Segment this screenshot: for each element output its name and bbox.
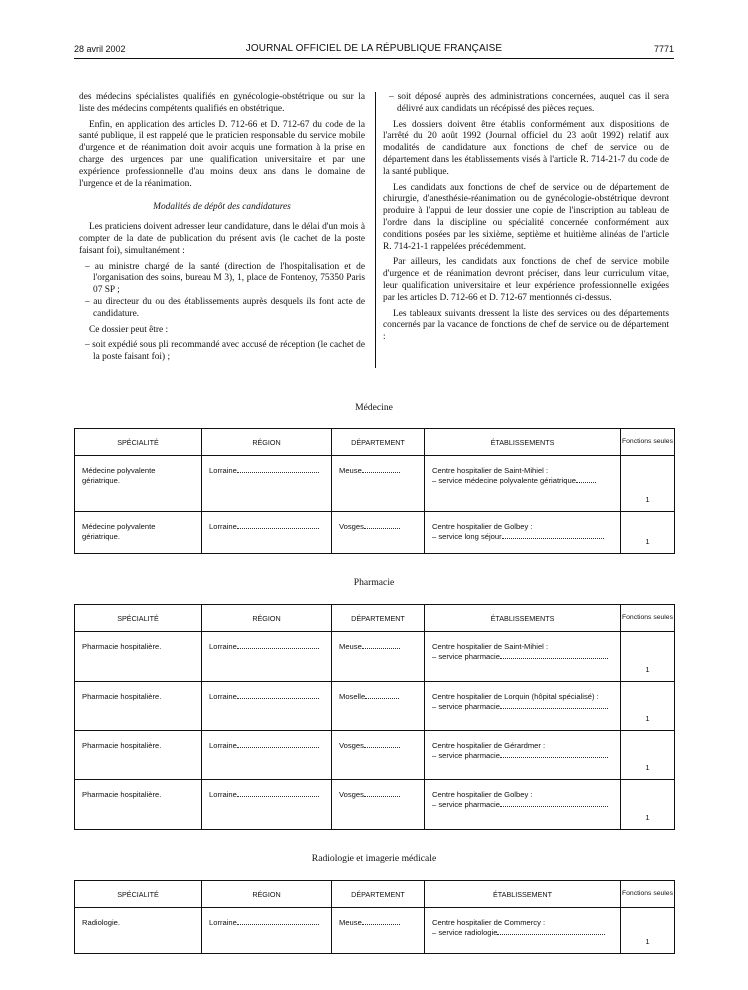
cell-fonctions: 1 — [645, 495, 650, 504]
dot-leader — [237, 741, 319, 748]
list-item: – au directeur du ou des établissements auprès desquels ils font acte de candidature. — [85, 296, 365, 319]
paragraph: Les dossiers doivent être établis conformément aux dispositions de l'arrêté du 20 août 1992 (Journal officiel du 23 août 1992) relatif aux modalités de candidature aux fonctions de chef de service ou de département dans les établissements visés à l'article R. 714-21-7 du code de la santé publique. — [383, 119, 669, 177]
header-departement: DÉPARTEMENT — [332, 429, 425, 456]
dispatch-list-continued — [383, 92, 669, 116]
cell-service: – service pharmacie — [432, 652, 500, 661]
cell-fonctions: 1 — [645, 937, 650, 946]
table-row — [75, 780, 675, 830]
cell-etablissement: Centre hospitalier de Commercy : — [432, 918, 546, 927]
table-title-radiologie: Radiologie et imagerie médicale — [311, 853, 437, 864]
paragraph: des médecins spécialistes qualifiés en gynécologie-obstétrique ou sur la liste des médecins compétents qualifiés en obstétrique. — [79, 92, 365, 114]
table-header-row — [75, 881, 675, 908]
dot-leader — [497, 928, 605, 935]
cell-specialite: Médecine polyvalente gériatrique. — [82, 466, 156, 485]
list-item: – au ministre chargé de la santé (direction de l'hospitalisation et de l'organisation des soins, bureau M 3), 1, place de Fontenoy, 75350 Paris 07 SP ; — [85, 261, 365, 296]
paragraph: Les candidats aux fonctions de chef de service ou de département de chirurgie, d'anesthésie-réanimation ou de gynécologie-obstétrique devront produire à l'appui de leur dossier une copie de l'inscription au tableau de l'ordre dans la discipline ou spécialité concernée conformément aux conditions posées par les sixième, septième et huitième alinéas de l'article R. 714-21-1 rappelées précédemment. — [383, 182, 669, 252]
dot-leader — [237, 918, 319, 925]
header-region: RÉGION — [202, 429, 332, 456]
table-pharmacie — [74, 604, 675, 830]
header-specialite: SPÉCIALITÉ — [75, 605, 202, 632]
cell-specialite: Pharmacie hospitalière. — [82, 692, 162, 701]
header-departement: DÉPARTEMENT — [332, 881, 425, 908]
table-row — [75, 731, 675, 780]
dot-leader — [500, 800, 608, 807]
dot-leader — [364, 741, 400, 748]
table-row — [75, 908, 675, 954]
cell-fonctions: 1 — [645, 763, 650, 772]
paragraph: Par ailleurs, les candidats aux fonctions de chef de service mobile d'urgence et de réanimation devront préciser, dans leur curriculum vitae, leur qualification universitaire et leur expérience professionnelle exigées par les articles D. 712-66 et D. 712-67 mentionnés ci-dessus. — [383, 257, 669, 303]
header-date: 28 avril 2002 — [74, 44, 126, 54]
table-header-row — [75, 429, 675, 456]
cell-region: Lorraine — [209, 642, 237, 651]
dot-leader — [362, 918, 400, 925]
right-text-column — [383, 92, 669, 348]
header-etablissements: ÉTABLISSEMENTS — [425, 429, 621, 456]
cell-departement: Meuse — [339, 466, 362, 475]
header-specialite: SPÉCIALITÉ — [75, 429, 202, 456]
cell-departement: Vosges — [339, 522, 364, 531]
table-row — [75, 456, 675, 512]
cell-departement: Meuse — [339, 642, 362, 651]
dot-leader — [500, 751, 608, 758]
dot-leader — [502, 532, 604, 539]
dot-leader — [237, 790, 319, 797]
cell-region: Lorraine — [209, 918, 237, 927]
dot-leader — [237, 642, 319, 649]
table-row — [75, 682, 675, 731]
dot-leader — [237, 692, 319, 699]
cell-etablissement: Centre hospitalier de Saint-Mihiel : — [432, 466, 549, 475]
header-specialite: SPÉCIALITÉ — [75, 881, 202, 908]
cell-etablissement: Centre hospitalier de Gérardmer : — [432, 741, 546, 750]
header-rule — [74, 58, 674, 59]
cell-etablissement: Centre hospitalier de Golbey : — [432, 790, 533, 799]
header-etablissement: ÉTABLISSEMENT — [425, 881, 621, 908]
page-header — [74, 42, 674, 56]
cell-fonctions: 1 — [645, 714, 650, 723]
table-title-medecine: Médecine — [355, 402, 393, 413]
dot-leader — [237, 466, 319, 473]
column-divider — [375, 92, 376, 368]
header-page-number: 7771 — [653, 44, 674, 54]
paragraph: Les praticiens doivent adresser leur candidature, dans le délai d'un mois à compter de la date de publication du présent avis (le cachet de la poste faisant foi), simultanément : — [79, 222, 365, 256]
table-header-row — [75, 605, 675, 632]
dot-leader — [364, 790, 400, 797]
dot-leader — [362, 466, 400, 473]
cell-etablissement: Centre hospitalier de Saint-Mihiel : — [432, 642, 549, 651]
cell-specialite: Médecine polyvalente gériatrique. — [82, 522, 156, 541]
header-fonctions-seules: Fonctions seules — [621, 429, 675, 456]
section-subheading: Modalités de dépôt des candidatures — [153, 202, 291, 213]
header-journal-title: JOURNAL OFFICIEL DE LA RÉPUBLIQUE FRANÇAISE — [245, 43, 503, 54]
cell-service: – service médecine polyvalente gériatrique — [432, 476, 576, 485]
cell-service: – service pharmacie — [432, 751, 500, 760]
header-fonctions-seules: Fonctions seules — [621, 605, 675, 632]
paragraph: Enfin, en application des articles D. 712-66 et D. 712-67 du code de la santé publique, il est rappelé que le praticien responsable du service mobile d'urgence et de réanimation doit avoir acquis une formation à la prise en charge des urgences par une qualification universitaire et par une expérience professionnelle d'au moins deux ans dans le domaine de l'urgence et de la réanimation. — [79, 119, 365, 189]
table-medecine — [74, 428, 675, 554]
cell-etablissement: Centre hospitalier de Golbey : — [432, 522, 533, 531]
recipient-list — [79, 262, 365, 321]
header-fonctions-seules: Fonctions seules — [621, 881, 675, 908]
cell-specialite: Pharmacie hospitalière. — [82, 741, 162, 750]
cell-etablissement: Centre hospitalier de Lorquin (hôpital spécialisé) : — [432, 692, 599, 701]
dot-leader — [576, 476, 596, 483]
list-item: – soit expédié sous pli recommandé avec accusé de réception (le cachet de la poste faisant foi) ; — [85, 340, 365, 363]
cell-service: – service pharmacie — [432, 702, 500, 711]
table-title-pharmacie: Pharmacie — [353, 577, 395, 588]
table-row — [75, 512, 675, 554]
cell-fonctions: 1 — [645, 537, 650, 546]
cell-region: Lorraine — [209, 692, 237, 701]
cell-fonctions: 1 — [645, 665, 650, 674]
cell-specialite: Pharmacie hospitalière. — [82, 790, 162, 799]
cell-service: – service radiologie — [432, 928, 498, 937]
cell-specialite: Pharmacie hospitalière. — [82, 642, 162, 651]
list-item: – soit déposé auprès des administrations concernées, auquel cas il sera délivré aux candidats un récépissé des pièces reçues. — [389, 92, 669, 114]
paragraph: Ce dossier peut être : — [89, 324, 169, 335]
dot-leader — [362, 642, 400, 649]
cell-departement: Moselle — [339, 692, 366, 701]
header-region: RÉGION — [202, 605, 332, 632]
cell-service: – service pharmacie — [432, 800, 500, 809]
dot-leader — [364, 522, 400, 529]
cell-service: – service long séjour — [432, 532, 502, 541]
dot-leader — [500, 652, 608, 659]
cell-departement: Vosges — [339, 741, 364, 750]
paragraph: Les tableaux suivants dressent la liste des services ou des départements concernés par la vacance de fonctions de chef de service ou de département : — [383, 308, 669, 343]
dot-leader — [365, 692, 399, 699]
cell-region: Lorraine — [209, 522, 237, 531]
cell-specialite: Radiologie. — [82, 918, 120, 927]
header-etablissements: ÉTABLISSEMENTS — [425, 605, 621, 632]
table-radiologie — [74, 880, 675, 954]
left-text-column — [79, 92, 365, 368]
table-row — [75, 632, 675, 682]
header-region: RÉGION — [202, 881, 332, 908]
cell-region: Lorraine — [209, 466, 237, 475]
cell-departement: Meuse — [339, 918, 362, 927]
cell-departement: Vosges — [339, 790, 364, 799]
cell-region: Lorraine — [209, 790, 237, 799]
dot-leader — [500, 702, 608, 709]
dot-leader — [237, 522, 319, 529]
dispatch-list — [79, 340, 365, 364]
cell-region: Lorraine — [209, 741, 237, 750]
cell-fonctions: 1 — [645, 813, 650, 822]
header-departement: DÉPARTEMENT — [332, 605, 425, 632]
